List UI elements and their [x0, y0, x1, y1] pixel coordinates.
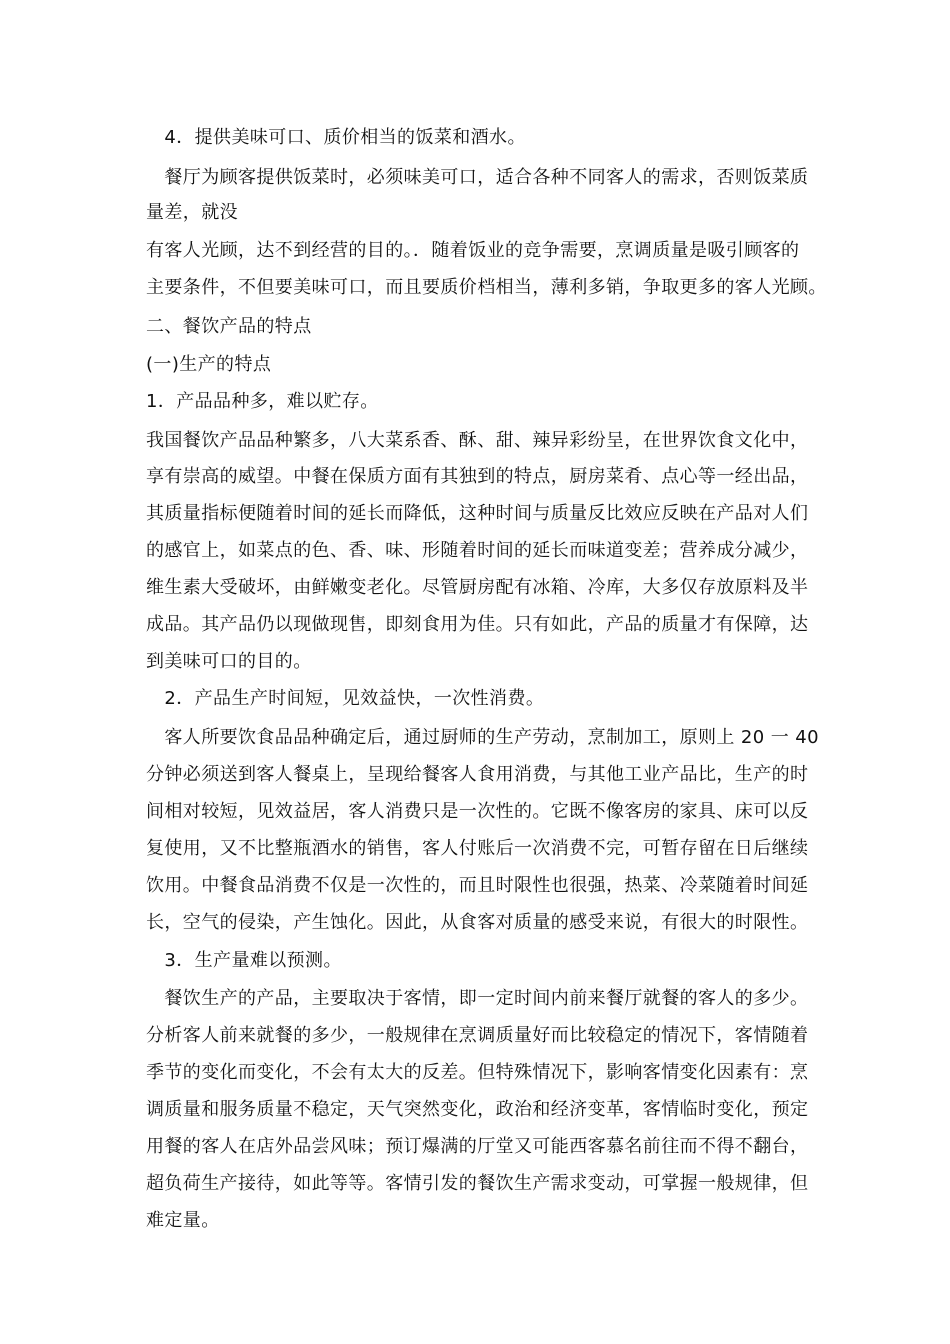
- paragraph-line: 分析客人前来就餐的多少，一般规律在烹调质量好而比较稳定的情况下，客情随着: [146, 1025, 809, 1046]
- paragraph-line: 我国餐饮产品品种繁多，八大菜系香、酥、甜、辣异彩纷呈，在世界饮食文化中，: [146, 430, 809, 451]
- heading-3: 3．生产量难以预测。: [146, 950, 342, 971]
- paragraph-line: 难定量。: [146, 1210, 220, 1231]
- paragraph-line: 的感官上，如菜点的色、香、味、形随着时间的延长而味道变差；营养成分减少，: [146, 540, 809, 561]
- paragraph-line: 用餐的客人在店外品尝风味；预订爆满的厅堂又可能西客慕名前往而不得不翻台，: [146, 1136, 809, 1157]
- paragraph-line: 餐饮生产的产品，主要取决于客情，即一定时间内前来餐厅就餐的客人的多少。: [146, 988, 809, 1009]
- paragraph-line: 成品。其产品仍以现做现售，即刻食用为佳。只有如此，产品的质量才有保障，达: [146, 614, 809, 635]
- paragraph-line: 超负荷生产接待，如此等等。客情引发的餐饮生产需求变动，可掌握一般规律，但: [146, 1173, 809, 1194]
- paragraph-line: 调质量和服务质量不稳定，天气突然变化，政治和经济变革，客情临时变化，预定: [146, 1099, 809, 1120]
- subsection-heading: (一)生产的特点: [146, 354, 272, 375]
- paragraph-line: 分钟必须送到客人餐桌上，呈现给餐客人食用消费，与其他工业产品比，生产的时: [146, 764, 809, 785]
- paragraph-line: 主要条件，不但要美味可口，而且要质价档相当，薄利多销，争取更多的客人光顾。: [146, 277, 827, 298]
- paragraph-line: 长，空气的侵染，产生蚀化。因此，从食客对质量的感受来说，有很大的时限性。: [146, 912, 809, 933]
- heading-1: 1．产品品种多，难以贮存。: [146, 391, 379, 412]
- section-heading: 二、餐饮产品的特点: [146, 316, 312, 337]
- paragraph-line: 有客人光顾，达不到经营的目的。．随着饭业的竞争需要，烹调质量是吸引顾客的: [146, 240, 800, 261]
- paragraph-line: 饮用。中餐食品消费不仅是一次性的，而且时限性也很强，热菜、冷菜随着时间延: [146, 875, 809, 896]
- paragraph-line: 量差，就没: [146, 202, 238, 223]
- paragraph-line: 维生素大受破坏，由鲜嫩变老化。尽管厨房配有冰箱、冷库，大多仅存放原料及半: [146, 577, 809, 598]
- paragraph-line: 其质量指标便随着时间的延长而降低，这种时间与质量反比效应反映在产品对人们: [146, 503, 809, 524]
- heading-2: 2．产品生产时间短，见效益快，一次性消费。: [146, 688, 545, 709]
- paragraph-line: 餐厅为顾客提供饭菜时，必须味美可口，适合各种不同客人的需求，否则饭菜质: [146, 167, 809, 188]
- heading-4: 4．提供美味可口、质价相当的饭菜和酒水。: [146, 127, 526, 148]
- paragraph-line: 复使用，又不比整瓶酒水的销售，客人付账后一次消费不完，可暂存留在日后继续: [146, 838, 809, 859]
- paragraph-line: 间相对较短，见效益居，客人消费只是一次性的。它既不像客房的家具、床可以反: [146, 801, 809, 822]
- paragraph-line: 季节的变化而变化，不会有太大的反差。但特殊情况下，影响客情变化因素有：烹: [146, 1062, 809, 1083]
- paragraph-line: 享有崇高的威望。中餐在保质方面有其独到的特点，厨房菜肴、点心等一经出品，: [146, 466, 809, 487]
- paragraph-line: 客人所要饮食品品种确定后，通过厨师的生产劳动，烹制加工，原则上 20 一 40: [146, 727, 819, 748]
- paragraph-line: 到美味可口的目的。: [146, 651, 312, 672]
